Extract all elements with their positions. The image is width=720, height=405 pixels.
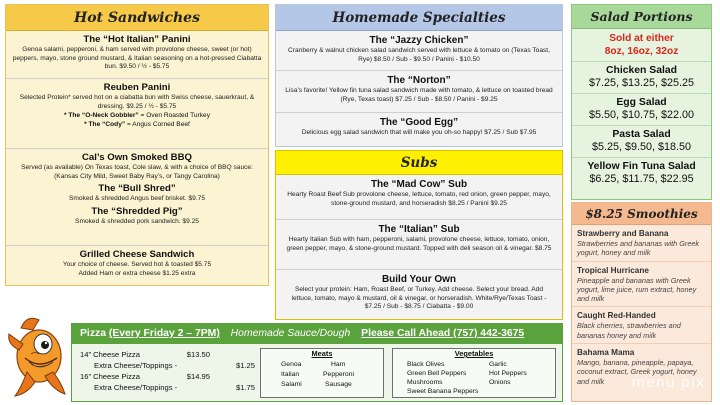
item-description: Hearty Italian Sub with ham, pepperoni, salami, provolone cheese, lettuce, tomato, onion, green pepper, mayo, & stone-ground mustard. Topped with deli season oil & vinegar. $8.75 <box>286 236 552 252</box>
menu-item-build-your-own <box>276 270 562 315</box>
subs-title: Subs <box>276 151 562 175</box>
pizza-homemade-note: Homemade Sauce/Dough <box>230 328 351 339</box>
smoothie-description: Mango, banana, pineapple, papaya, coconut extract, Greek yogurt, honey and milk <box>577 358 697 386</box>
smoothie-description: Strawberries and bananas with Greek yogurt, honey and milk <box>577 239 700 258</box>
salad-item <box>572 94 711 126</box>
smoothie-name: Bahama Mama <box>577 348 635 358</box>
veg-topping: Garlic <box>489 361 507 368</box>
item-description: Select your protein: Ham, Roast Beef, or Turkey. Add cheese. Select your bread. Add lettuce, tomato, mayo & mustard, oil & vinegar, or horseradish. White/Rye/Texas Toast - $7.25 / Sub - $8.75 / Ciabatta - $9.00 <box>291 286 547 311</box>
salad-name: Yellow Fin Tuna Salad <box>587 161 696 172</box>
menu-item-hot-italian <box>6 31 268 79</box>
item-name: Build Your Own <box>381 274 457 285</box>
watermark: menu pix <box>631 375 705 391</box>
price-label: 14” Cheese Pizza <box>80 350 140 359</box>
meat-topping: Genoa <box>281 361 302 368</box>
smoothies-title: $8.25 Smoothies <box>572 203 711 225</box>
price-label: Extra Cheese/Toppings - <box>94 383 178 392</box>
veg-topping: Hot Peppers <box>489 370 527 377</box>
vegetables-table <box>392 348 556 398</box>
item-name: The “Shredded Pig” <box>91 205 183 217</box>
salad-name: Pasta Salad <box>612 129 671 140</box>
salad-item <box>572 62 711 94</box>
homemade-specialties-panel <box>275 4 563 147</box>
meat-topping: Salami <box>281 381 302 388</box>
item-name: The “Mad Cow” Sub <box>370 179 468 190</box>
item-name: Cal’s Own Smoked BBQ <box>82 152 192 163</box>
fish-mascot-icon <box>5 310 75 402</box>
item-name: Reuben Panini <box>103 82 171 93</box>
veg-topping: Black Olives <box>407 361 445 368</box>
price-label: 16” Cheese Pizza <box>80 372 140 381</box>
meats-title: Meats <box>311 349 333 358</box>
item-description: Delicious egg salad sandwich that will make you oh-so happy! $7.25 / Sub $7.95 <box>301 129 537 136</box>
price-label: Extra Cheese/Toppings - <box>94 361 178 370</box>
meat-topping: Ham <box>331 361 346 368</box>
item-name: The “Good Egg” <box>379 117 459 128</box>
smoothie-item <box>572 225 711 262</box>
pizza-schedule: (Every Friday 2 – 7PM) <box>108 328 220 339</box>
note-text: = Oven Roasted Turkey <box>138 112 211 120</box>
vegetables-title: Vegetables <box>454 349 494 358</box>
item-name: The “Hot Italian” Panini <box>83 34 191 45</box>
salad-sold-note: Sold at either <box>609 33 674 44</box>
item-name: Grilled Cheese Sandwich <box>79 249 195 260</box>
item-name: The “Bull Shred” <box>98 183 176 195</box>
salad-price: $6.25, $11.75, $22.95 <box>589 173 694 185</box>
meat-topping: Italian <box>281 371 300 378</box>
item-description: Smoked & shredded pork sandwich. $9.25 <box>75 217 199 225</box>
veg-topping: Mushrooms <box>407 379 443 386</box>
pizza-label: Pizza <box>80 328 106 339</box>
menu-item-bbq <box>6 149 268 246</box>
menu-item-norton <box>276 71 562 113</box>
smoothie-item <box>572 262 711 308</box>
salad-name: Chicken Salad <box>605 65 678 76</box>
veg-topping: Sweet Banana Peppers <box>407 388 479 395</box>
item-description: Lisa’s favorite! Yellow fin tuna salad sandwich made with tomato, & lettuce on toasted bread (Rye, Texas toast) $7.25 / Sub - $8.50 / Panini - $9.25 <box>285 87 553 103</box>
menu-item-reuben <box>6 79 268 149</box>
salad-item <box>572 126 711 158</box>
pizza-header <box>72 324 562 344</box>
smoothies-panel <box>571 202 712 402</box>
item-description: Hearty Roast Beef Sub provolone cheese, lettuce, tomato, red onion, green pepper, mayo, stone-ground mustard, and horseradish $8.25 / Panini $9.25 <box>287 191 551 207</box>
smoothie-name: Tropical Hurricane <box>577 265 649 275</box>
smoothie-description: Black cherries, strawberries and bananas honey and milk <box>577 321 681 340</box>
item-name: The “Norton” <box>387 75 451 86</box>
menu-item-italian-sub <box>276 220 562 270</box>
menu-item-mad-cow <box>276 175 562 220</box>
item-name: The “Jazzy Chicken” <box>369 35 469 46</box>
call-ahead-phone[interactable]: Please Call Ahead (757) 442-3675 <box>361 328 525 339</box>
menu-item-good-egg <box>276 113 562 141</box>
item-extra: Added Ham or extra cheese $1.25 extra <box>78 269 196 277</box>
smoothie-description: Pineapple and bananas with Greek yogurt, lime juice, rum extract, honey and milk <box>577 275 697 304</box>
pizza-panel <box>71 323 563 402</box>
reuben-note-cody <box>12 120 262 129</box>
price-value: $1.25 <box>235 361 255 370</box>
salad-title: Salad Portions <box>572 5 711 29</box>
item-description: Smoked & shredded Angus beef brisket. $9.75 <box>69 195 205 203</box>
subs-panel <box>275 150 563 320</box>
note-text: = Angus Corned Beef <box>125 121 190 129</box>
item-description: Genoa salami, pepperoni, & ham served with provolone cheese, sweet (or hot) peppers, mayo, stone ground mustard, & Italian seasoning on a hot-pressed Ciabatta bun. $9.50 / ½ - $5.75 <box>12 46 262 71</box>
price-value: $1.75 <box>235 383 255 392</box>
specialties-title: Homemade Specialties <box>276 5 562 31</box>
hot-sandwiches-title: Hot Sandwiches <box>6 5 268 31</box>
meat-topping: Sausage <box>325 381 352 388</box>
salad-sizes: 8oz, 16oz, 32oz <box>572 45 711 62</box>
meat-topping: Pepperoni <box>323 371 354 378</box>
menu-item-grilled-cheese <box>6 246 268 281</box>
note-label: * The “Cody” <box>84 121 126 129</box>
salad-portions-panel <box>571 4 712 200</box>
smoothie-name: Strawberry and Banana <box>577 229 669 238</box>
smoothie-name: Caught Red-Handed <box>577 311 656 321</box>
smoothie-item <box>572 307 711 344</box>
salad-name: Egg Salad <box>616 97 667 108</box>
note-label: * The “O-Neck Gobbler” <box>63 112 139 120</box>
meats-table <box>260 348 384 398</box>
salad-item <box>572 158 711 189</box>
salad-price: $7.25, $13.25, $25.25 <box>588 77 695 89</box>
veg-topping: Onions <box>489 379 511 386</box>
veg-topping: Green Bell Peppers <box>407 370 467 377</box>
reuben-note-gobbler <box>12 111 262 120</box>
price-value: $14.95 <box>186 372 210 381</box>
price-value: $13.50 <box>186 350 210 359</box>
menu-item-jazzy-chicken <box>276 31 562 71</box>
item-description: Selected Protein* served hot on a ciabatta bun with Swiss cheese, sauerkraut, & dressing. $9.25 / ½ - $5.75 <box>19 94 255 110</box>
item-description: Served (as available) On Texas toast, Cole slaw, & with a choice of BBQ sauce: (Kansas City Mild, Sweet Baby Ray’s, or Tangy Carolina) <box>21 164 253 180</box>
item-name: The “Italian” Sub <box>378 224 460 235</box>
hot-sandwiches-panel <box>5 4 269 286</box>
salad-price: $5.25, $9.50, $18.50 <box>591 141 692 153</box>
item-description: Your choice of cheese. Served hot & toasted $5.75 <box>62 261 212 268</box>
item-description: Cranberry & walnut chicken salad sandwich served with lettuce & tomato on (Texas Toast, Rye) $8.50 / Sub - $9.50 / Panini - $10.50 <box>288 47 550 63</box>
salad-price: $5.50, $10.75, $22.00 <box>588 109 695 121</box>
